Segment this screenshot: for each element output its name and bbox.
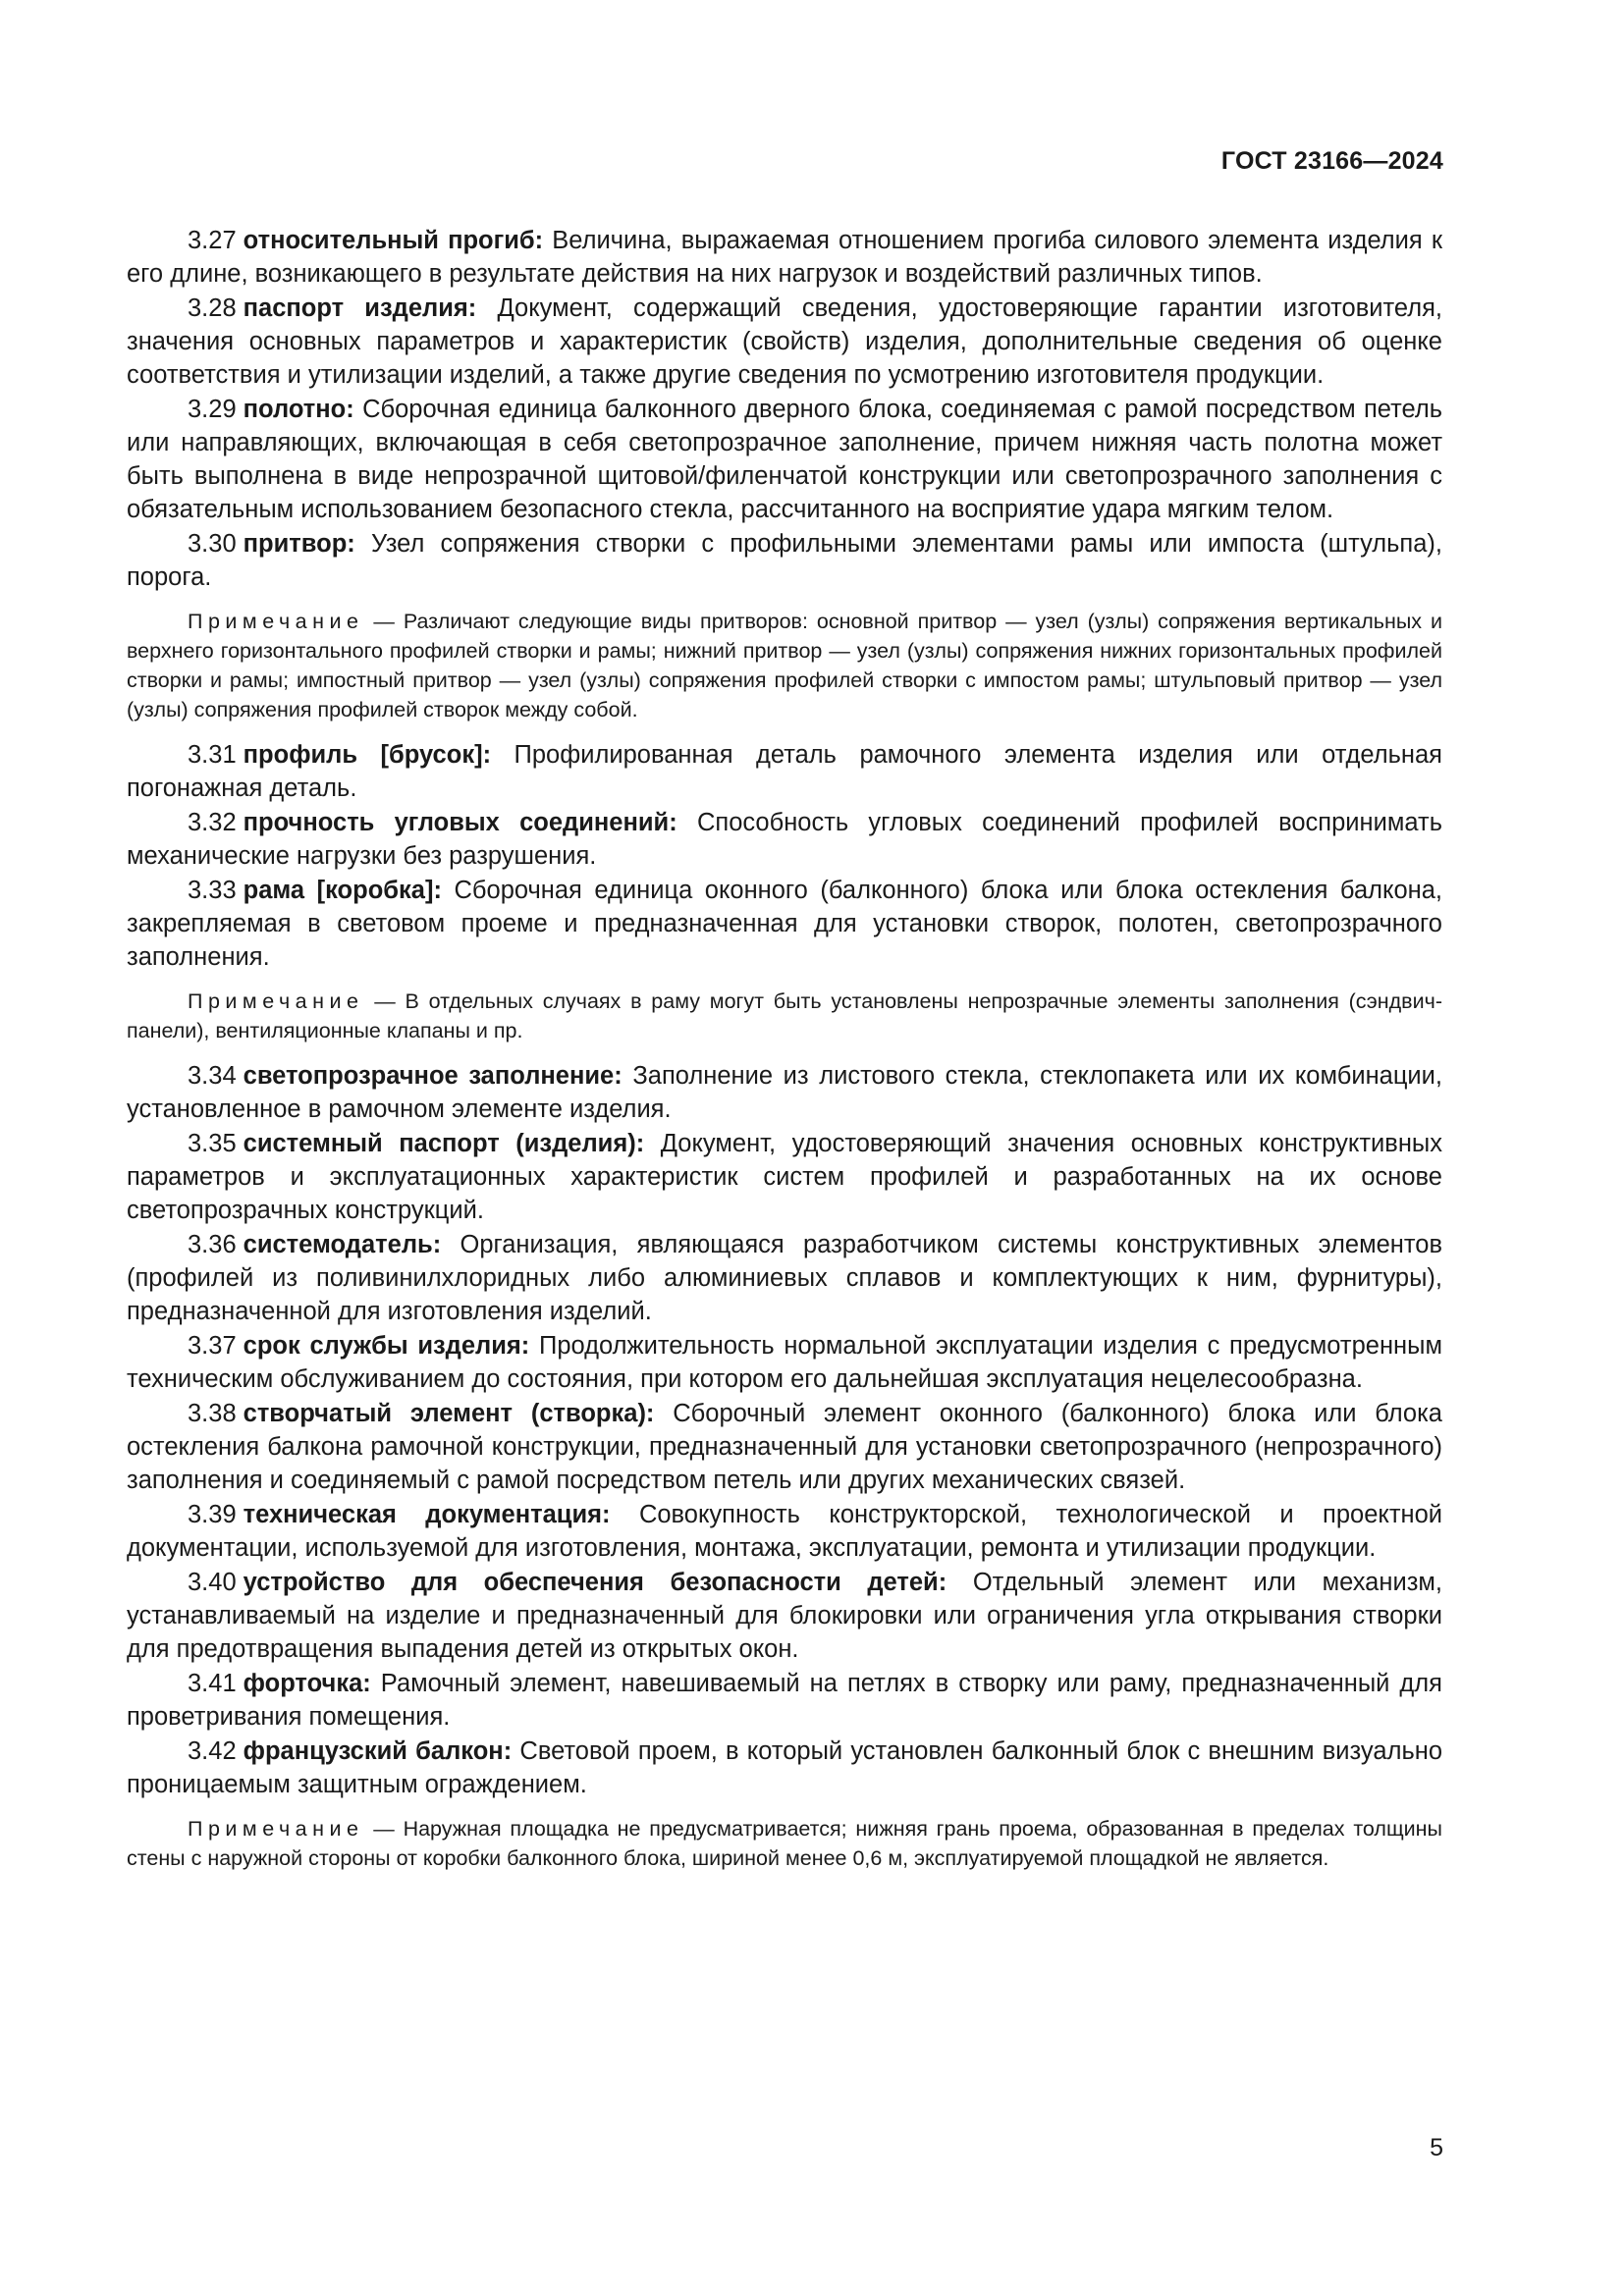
term-name: французский балкон:: [243, 1737, 513, 1765]
term-definition: Узел сопряжения створки с профильными элементами рамы или импоста (штульпа), порога.: [127, 530, 1442, 591]
term-name: паспорт изделия:: [243, 294, 477, 322]
term-entry-3-37: [127, 1329, 1442, 1396]
page-number: 5: [1430, 2134, 1443, 2162]
term-number: 3.37: [188, 1332, 237, 1360]
document-body: [127, 224, 1442, 1887]
term-name: устройство для обеспечения безопасности детей:: [243, 1569, 947, 1596]
term-number: 3.30: [188, 530, 237, 558]
term-number: 3.35: [188, 1130, 237, 1157]
term-definition: Документ, удостоверяющий значения основных конструктивных параметров и эксплуатационных характеристик систем профилей и разработанных на их основе светопрозрачных конструкций.: [127, 1130, 1442, 1224]
note-label: Примечание: [188, 610, 364, 633]
term-name: относительный прогиб:: [243, 227, 544, 254]
term-definition: Способность угловых соединений профилей воспринимать механические нагрузки без разрушения.: [127, 809, 1442, 870]
term-number: 3.41: [188, 1670, 237, 1697]
term-name: полотно:: [243, 396, 354, 423]
term-number: 3.36: [188, 1231, 237, 1258]
term-definition: Совокупность конструкторской, технологической и проектной документации, используемой для изготовления, монтажа, эксплуатации, ремонта и утилизации продукции.: [127, 1501, 1443, 1562]
term-entry-3-39: [127, 1498, 1442, 1565]
note-3-30: [127, 607, 1442, 724]
term-definition: Продолжительность нормальной эксплуатации изделия с предусмотренным техническим обслуживанием до состояния, при котором его дальнейшая эксплуатация нецелесообразна.: [127, 1332, 1442, 1393]
term-name: техническая документация:: [243, 1501, 611, 1528]
term-definition: Световой проем, в который установлен балконный блок с внешним визуально проницаемым защитным ограждением.: [127, 1737, 1443, 1798]
term-entry-3-27: [127, 224, 1442, 291]
term-number: 3.39: [188, 1501, 237, 1528]
term-definition: Заполнение из листового стекла, стеклопакета или их комбинации, установленное в рамочном элементе изделия.: [127, 1062, 1443, 1123]
term-number: 3.42: [188, 1737, 237, 1765]
term-name: системодатель:: [243, 1231, 442, 1258]
term-entry-3-28: [127, 292, 1442, 392]
document-header: ГОСТ 23166—2024: [1220, 147, 1443, 175]
term-name: рама [коробка]:: [243, 877, 442, 904]
term-entry-3-32: [127, 806, 1442, 873]
term-definition: Рамочный элемент, навешиваемый на петлях в створку или раму, предназначенный для проветривания помещения.: [127, 1670, 1442, 1731]
term-entry-3-30: [127, 527, 1442, 594]
term-name: срок службы изделия:: [243, 1332, 530, 1360]
term-number: 3.31: [188, 741, 237, 769]
term-definition: Отдельный элемент или механизм, устанавливаемый на изделие и предназначенный для блокировки или ограничения угла открывания створки для предотвращения выпадения детей из открытых окон.: [127, 1569, 1442, 1663]
term-name: створчатый элемент (створка):: [243, 1400, 655, 1427]
term-definition: Сборочная единица балконного дверного блока, соединяемая с рамой посредством петель или направляющих, включающая в себя светопрозрачное заполнение, причем нижняя часть полотна может быть выполнена в виде непрозрачной щитовой/филенчатой конструкции или светопрозрачного заполнения с обязательным использованием безопасного стекла, рассчитанного на восприятие удара мягким телом.: [127, 396, 1442, 523]
note-text: — Различают следующие виды притворов: основной притвор — узел (узлы) сопряжения вертикальных и верхнего горизонтального профилей створки и рамы; нижний притвор — узел (узлы) сопряжения нижних горизонтальных профилей створки и рамы; импостный притвор — узел (узлы) сопряжения профилей створки с импостом рамы; штульповый притвор — узел (узлы) сопряжения профилей створок между собой.: [127, 610, 1442, 721]
term-name: притвор:: [243, 530, 355, 558]
term-name: прочность угловых соединений:: [243, 809, 677, 836]
term-name: профиль [брусок]:: [243, 741, 492, 769]
term-entry-3-38: [127, 1397, 1442, 1497]
note-text: — В отдельных случаях в раму могут быть установлены непрозрачные элементы заполнения (сэндвич-панели), вентиляционные клапаны и пр.: [127, 989, 1442, 1042]
note-label: Примечание: [188, 989, 364, 1013]
term-definition: Сборочная единица оконного (балконного) блока или блока остекления балкона, закрепляемая в световом проеме и предназначенная для установки створок, полотен, светопрозрачного заполнения.: [127, 877, 1442, 971]
term-definition: Организация, являющаяся разработчиком системы конструктивных элементов (профилей из поливинилхлоридных либо алюминиевых сплавов и комплектующих к ним, фурнитуры), предназначенной для изготовления изделий.: [127, 1231, 1442, 1325]
term-definition: Величина, выражаемая отношением прогиба силового элемента изделия к его длине, возникающего в результате действия на них нагрузок и воздействий различных типов.: [127, 227, 1442, 288]
term-entry-3-34: [127, 1059, 1442, 1126]
term-entry-3-42: [127, 1735, 1442, 1801]
term-number: 3.28: [188, 294, 237, 322]
term-name: светопрозрачное заполнение:: [243, 1062, 623, 1090]
term-number: 3.27: [188, 227, 237, 254]
term-definition: Документ, содержащий сведения, удостоверяющие гарантии изготовителя, значения основных параметров и характеристик (свойств) изделия, дополнительные сведения об оценке соответствия и утилизации изделий, а также другие сведения по усмотрению изготовителя продукции.: [127, 294, 1442, 389]
term-entry-3-40: [127, 1566, 1442, 1666]
term-number: 3.38: [188, 1400, 237, 1427]
note-3-42: [127, 1814, 1442, 1873]
term-entry-3-35: [127, 1127, 1442, 1227]
note-text: — Наружная площадка не предусматривается; нижняя грань проема, образованная в пределах толщины стены с наружной стороны от коробки балконного блока, шириной менее 0,6 м, эксплуатируемой площадкой не является.: [127, 1817, 1442, 1870]
note-label: Примечание: [188, 1817, 364, 1841]
term-definition: Сборочный элемент оконного (балконного) блока или блока остекления балкона рамочной конструкции, предназначенный для установки светопрозрачного (непрозрачного) заполнения и соединяемый с рамой посредством петель или других механических связей.: [127, 1400, 1442, 1494]
term-entry-3-29: [127, 393, 1442, 526]
term-entry-3-31: [127, 738, 1442, 805]
term-number: 3.33: [188, 877, 237, 904]
term-name: системный паспорт (изделия):: [243, 1130, 645, 1157]
term-number: 3.34: [188, 1062, 237, 1090]
term-definition: Профилированная деталь рамочного элемента изделия или отдельная погонажная деталь.: [127, 741, 1442, 802]
term-entry-3-41: [127, 1667, 1442, 1734]
term-number: 3.32: [188, 809, 237, 836]
term-entry-3-36: [127, 1228, 1442, 1328]
note-3-33: [127, 987, 1442, 1045]
term-number: 3.40: [188, 1569, 237, 1596]
term-entry-3-33: [127, 874, 1442, 974]
term-number: 3.29: [188, 396, 237, 423]
term-name: форточка:: [243, 1670, 371, 1697]
